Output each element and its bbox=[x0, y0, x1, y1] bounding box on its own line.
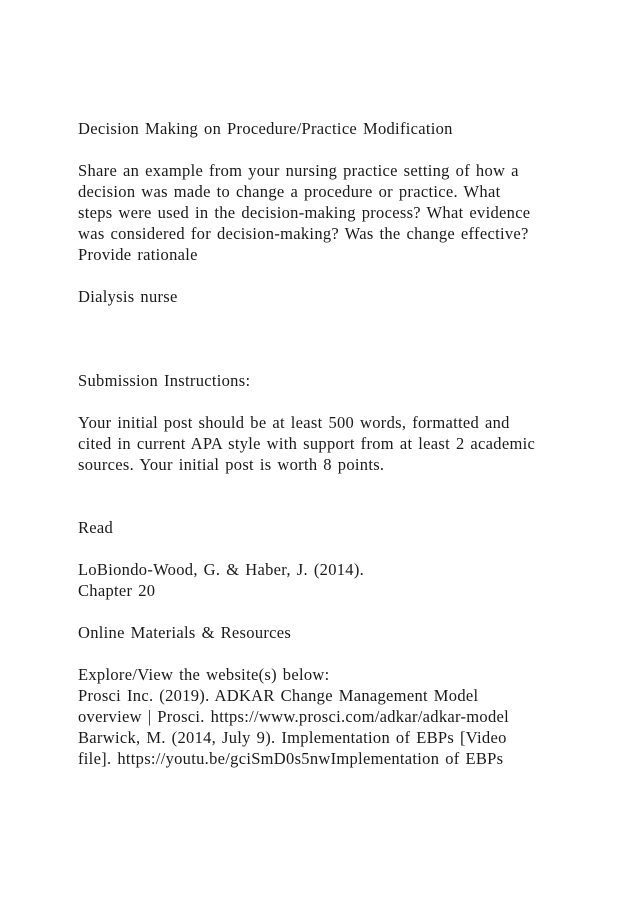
reference-line: LoBiondo-Wood, G. & Haber, J. (2014). bbox=[78, 560, 365, 579]
prompt-line: Share an example from your nursing practice setting of how a bbox=[78, 161, 519, 180]
website-line: Barwick, M. (2014, July 9). Implementation of EBPs [Video bbox=[78, 728, 507, 747]
website-line: file]. https://youtu.be/gciSmD0s5nwImplementation of EBPs bbox=[78, 749, 504, 768]
document-page bbox=[78, 118, 598, 769]
submission-paragraph bbox=[78, 412, 598, 475]
website-line: Explore/View the website(s) below: bbox=[78, 665, 330, 684]
prompt-line: was considered for decision-making? Was the change effective? bbox=[78, 224, 529, 243]
website-block bbox=[78, 664, 598, 769]
prompt-line: Provide rationale bbox=[78, 245, 198, 264]
prompt-paragraph bbox=[78, 160, 598, 265]
submission-line: sources. Your initial post is worth 8 points. bbox=[78, 455, 385, 474]
prompt-line: decision was made to change a procedure or practice. What bbox=[78, 182, 501, 201]
document-title: Decision Making on Procedure/Practice Modification bbox=[78, 119, 453, 138]
website-line: Prosci Inc. (2019). ADKAR Change Management Model bbox=[78, 686, 479, 705]
role-text: Dialysis nurse bbox=[78, 287, 178, 306]
prompt-line: steps were used in the decision-making process? What evidence bbox=[78, 203, 531, 222]
reference-block bbox=[78, 559, 598, 601]
submission-line: Your initial post should be at least 500 words, formatted and bbox=[78, 413, 510, 432]
website-line: overview | Prosci. https://www.prosci.com/adkar/adkar-model bbox=[78, 707, 510, 726]
submission-heading: Submission Instructions: bbox=[78, 371, 251, 390]
reference-line: Chapter 20 bbox=[78, 581, 156, 600]
online-heading: Online Materials & Resources bbox=[78, 623, 292, 642]
submission-line: cited in current APA style with support from at least 2 academic bbox=[78, 434, 536, 453]
read-heading: Read bbox=[78, 518, 114, 537]
